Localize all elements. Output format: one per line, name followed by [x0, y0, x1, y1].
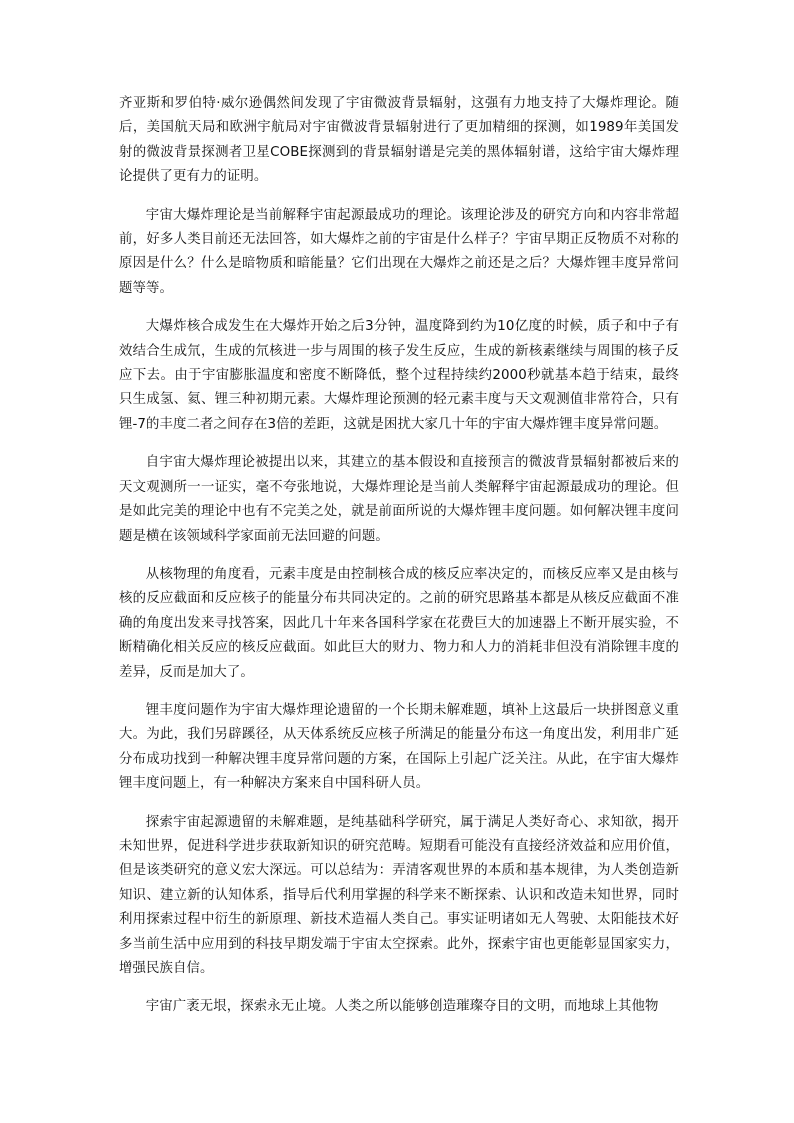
document-page — [119, 92, 679, 1034]
paragraph-closing: 宇宙广袤无垠，探索永无止境。人类之所以能够创造璀璨夺目的文明，而地球上其他物 — [145, 999, 659, 1015]
paragraph-nucleosynthesis: 大爆炸核合成发生在大爆炸开始之后3分钟，温度降到约为10亿度的时候，质子和中子有效结合生成氘，生成的氘核进一步与周围的核子发生反应，生成的新核素继续与周围的核子反应下去。由于宇宙膨胀温度和密度不断降低，整个过程持续约2000秒就基本趋于结束，最终只生成氢、氦、锂三种初期元素。大爆炸理论预测的轻元素丰度与天文观测值非常符合，只有锂-7的丰度二者之间存在3倍的差距，这就是困扰大家几十年的宇宙大爆炸锂丰度异常问题。 — [119, 319, 679, 432]
paragraph-nuclear-physics: 从核物理的角度看，元素丰度是由控制核合成的核反应率决定的，而核反应率又是由核与核的反应截面和反应核子的能量分布共同决定的。之前的研究思路基本都是从核反应截面不准确的角度出发来寻找答案，因此几十年来各国科学家在花费巨大的加速器上不断开展实验，不断精确化相关反应的核反应截面。如此巨大的财力、物力和人力的消耗非但没有消除锂丰度的差异，反而是加大了。 — [119, 566, 679, 680]
paragraph-solution: 锂丰度问题作为宇宙大爆炸理论遗留的一个长期未解难题，填补上这最后一块拼图意义重大。为此，我们另辟蹊径，从天体系统反应核子所满足的能量分布这一角度出发，利用非广延分布成功找到一种解决锂丰度异常问题的方案，在国际上引起广泛关注。从此，在宇宙大爆炸锂丰度问题上，有一种解决方案来自中国科研人员。 — [119, 702, 679, 792]
paragraph-cmb-discovery: 齐亚斯和罗伯特·威尔逊偶然间发现了宇宙微波背景辐射，这强有力地支持了大爆炸理论。随后，美国航天局和欧洲宇航局对宇宙微波背景辐射进行了更加精细的探测，如1989年美国发射的微波背景探测者卫星COBE探测到的背景辐射谱是完美的黑体辐射谱，这给宇宙大爆炸理论提供了更有力的证明。 — [119, 96, 679, 185]
paragraph-significance: 探索宇宙起源遗留的未解难题，是纯基础科学研究，属于满足人类好奇心、求知欲，揭开未知世界，促进科学进步获取新知识的研究范畴。短期看可能没有直接经济效益和应用价值，但是该类研究的意义宏大深远。可以总结为：弄清客观世界的本质和基本规律，为人类创造新知识、建立新的认知体系，指导后代利用掌握的科学来不断探索、认识和改造未知世界，同时利用探索过程中衍生的新原理、新技术造福人类自己。事实证明诸如无人驾驶、太阳能技术好多当前生活中应用到的科技早期发端于宇宙太空探索。此外，探索宇宙也更能彰显国家实力，增强民族自信。 — [119, 814, 679, 976]
paragraph-big-bang-theory: 宇宙大爆炸理论是当前解释宇宙起源最成功的理论。该理论涉及的研究方向和内容非常超前，好多人类目前还无法回答，如大爆炸之前的宇宙是什么样子？宇宙早期正反物质不对称的原因是什么？什么是暗物质和暗能量？它们出现在大爆炸之前还是之后？大爆炸锂丰度异常问题等等。 — [119, 207, 679, 296]
paragraph-lithium-problem: 自宇宙大爆炸理论被提出以来，其建立的基本假设和直接预言的微波背景辐射都被后来的天文观测所一一证实，毫不夸张地说，大爆炸理论是当前人类解释宇宙起源最成功的理论。但是如此完美的理论中也有不完美之处，就是前面所说的大爆炸锂丰度问题。如何解决锂丰度问题是横在该领域科学家面前无法回避的问题。 — [119, 455, 679, 544]
